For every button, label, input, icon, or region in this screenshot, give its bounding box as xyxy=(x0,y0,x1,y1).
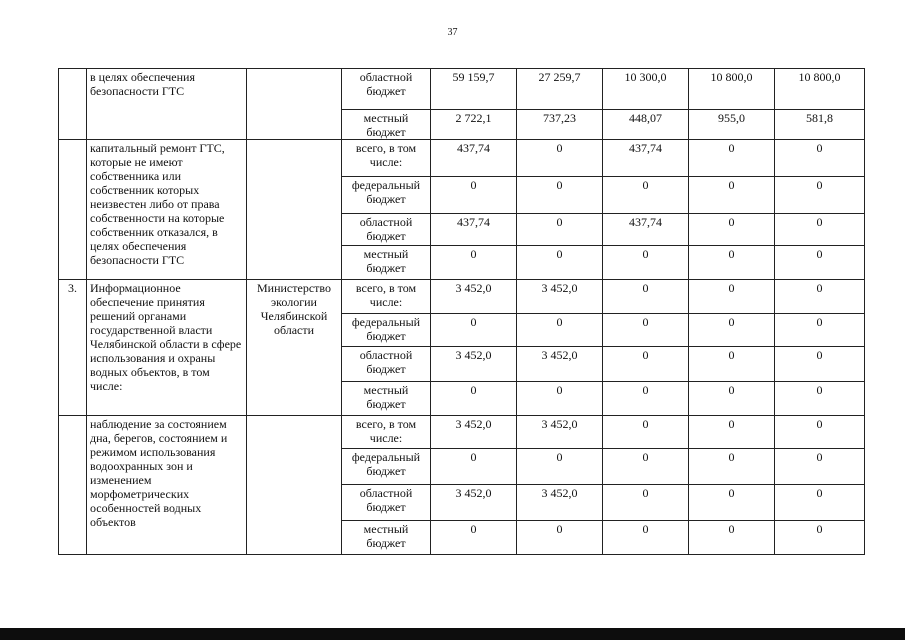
funding-amount: 0 xyxy=(517,246,603,280)
funding-amount: 3 452,0 xyxy=(431,347,517,382)
measure-name: Информационное обеспечение принятия решений органами государственной власти Челябинской области в сфере использования и охраны водных объектов, в том числе: xyxy=(87,280,247,416)
table-row xyxy=(59,280,865,314)
funding-amount: 0 xyxy=(775,347,865,382)
funding-amount: 3 452,0 xyxy=(431,280,517,314)
funding-amount: 0 xyxy=(689,382,775,416)
funding-amount: 0 xyxy=(603,382,689,416)
scan-edge-bar xyxy=(0,628,905,640)
funding-amount: 437,74 xyxy=(431,214,517,246)
funding-amount: 0 xyxy=(431,314,517,347)
funding-amount: 0 xyxy=(689,246,775,280)
funding-amount: 0 xyxy=(431,449,517,485)
funding-source: местный бюджет xyxy=(342,110,431,140)
funding-amount: 0 xyxy=(775,214,865,246)
funding-amount: 0 xyxy=(775,521,865,555)
funding-amount: 0 xyxy=(689,485,775,521)
funding-amount: 0 xyxy=(775,280,865,314)
funding-amount: 0 xyxy=(689,280,775,314)
funding-amount: 3 452,0 xyxy=(517,485,603,521)
funding-amount: 0 xyxy=(603,449,689,485)
funding-amount: 0 xyxy=(689,177,775,214)
responsible-executor xyxy=(247,140,342,280)
funding-amount: 0 xyxy=(689,416,775,449)
funding-source: местный бюджет xyxy=(342,521,431,555)
funding-amount: 0 xyxy=(689,140,775,177)
funding-amount: 0 xyxy=(689,214,775,246)
funding-source: федеральный бюджет xyxy=(342,314,431,347)
funding-amount: 0 xyxy=(431,177,517,214)
funding-amount: 437,74 xyxy=(603,140,689,177)
funding-amount: 581,8 xyxy=(775,110,865,140)
funding-amount: 0 xyxy=(603,521,689,555)
funding-amount: 437,74 xyxy=(431,140,517,177)
funding-amount: 59 159,7 xyxy=(431,69,517,110)
page-number: 37 xyxy=(447,27,458,38)
funding-amount: 0 xyxy=(689,314,775,347)
budget-table xyxy=(58,68,865,555)
table-row xyxy=(59,69,865,110)
funding-amount: 0 xyxy=(775,449,865,485)
funding-amount: 3 452,0 xyxy=(517,416,603,449)
funding-amount: 0 xyxy=(603,280,689,314)
funding-amount: 3 452,0 xyxy=(431,485,517,521)
funding-amount: 0 xyxy=(775,382,865,416)
funding-amount: 0 xyxy=(517,314,603,347)
funding-amount: 0 xyxy=(517,449,603,485)
funding-source: всего, в том числе: xyxy=(342,140,431,177)
funding-amount: 0 xyxy=(517,214,603,246)
funding-amount: 0 xyxy=(517,177,603,214)
funding-amount: 3 452,0 xyxy=(517,280,603,314)
funding-source: федеральный бюджет xyxy=(342,177,431,214)
measure-name: наблюдение за состоянием дна, берегов, состоянием и режимом использования водоохранных зон и изменением морфометрических особенностей водных объектов xyxy=(87,416,247,555)
row-number xyxy=(59,69,87,140)
funding-amount: 0 xyxy=(603,177,689,214)
funding-amount: 737,23 xyxy=(517,110,603,140)
funding-amount: 0 xyxy=(775,485,865,521)
funding-amount: 10 800,0 xyxy=(775,69,865,110)
funding-amount: 0 xyxy=(603,485,689,521)
measure-name: в целях обеспечения безопасности ГТС xyxy=(87,69,247,140)
row-number xyxy=(59,416,87,555)
row-number: 3. xyxy=(59,280,87,416)
funding-source: всего, в том числе: xyxy=(342,280,431,314)
funding-amount: 2 722,1 xyxy=(431,110,517,140)
funding-amount: 10 800,0 xyxy=(689,69,775,110)
funding-amount: 0 xyxy=(775,140,865,177)
funding-amount: 955,0 xyxy=(689,110,775,140)
funding-source: местный бюджет xyxy=(342,382,431,416)
funding-amount: 3 452,0 xyxy=(517,347,603,382)
table-row xyxy=(59,140,865,177)
funding-source: всего, в том числе: xyxy=(342,416,431,449)
funding-amount: 437,74 xyxy=(603,214,689,246)
funding-source: областной бюджет xyxy=(342,485,431,521)
funding-amount: 0 xyxy=(603,314,689,347)
funding-amount: 0 xyxy=(775,314,865,347)
funding-amount: 0 xyxy=(775,416,865,449)
funding-amount: 3 452,0 xyxy=(431,416,517,449)
funding-amount: 0 xyxy=(431,382,517,416)
table-row xyxy=(59,416,865,449)
funding-amount: 0 xyxy=(775,246,865,280)
funding-amount: 0 xyxy=(431,246,517,280)
funding-amount: 0 xyxy=(689,521,775,555)
funding-amount: 448,07 xyxy=(603,110,689,140)
funding-amount: 0 xyxy=(517,521,603,555)
funding-amount: 10 300,0 xyxy=(603,69,689,110)
funding-source: федеральный бюджет xyxy=(342,449,431,485)
responsible-executor xyxy=(247,416,342,555)
responsible-executor: Министерство экологии Челябинской области xyxy=(247,280,342,416)
row-number xyxy=(59,140,87,280)
funding-amount: 0 xyxy=(603,347,689,382)
funding-source: областной бюджет xyxy=(342,347,431,382)
funding-amount: 0 xyxy=(689,449,775,485)
funding-amount: 0 xyxy=(517,382,603,416)
budget-table-body xyxy=(59,69,865,555)
funding-source: областной бюджет xyxy=(342,69,431,110)
funding-source: областной бюджет xyxy=(342,214,431,246)
measure-name: капитальный ремонт ГТС, которые не имеют собственника или собственник которых неизвестен либо от права собственности на которые собственник отказался, в целях обеспечения безопасности ГТС xyxy=(87,140,247,280)
funding-amount: 0 xyxy=(603,416,689,449)
funding-amount: 0 xyxy=(431,521,517,555)
funding-amount: 0 xyxy=(517,140,603,177)
funding-source: местный бюджет xyxy=(342,246,431,280)
funding-amount: 0 xyxy=(775,177,865,214)
funding-amount: 27 259,7 xyxy=(517,69,603,110)
funding-amount: 0 xyxy=(603,246,689,280)
responsible-executor xyxy=(247,69,342,140)
funding-amount: 0 xyxy=(689,347,775,382)
